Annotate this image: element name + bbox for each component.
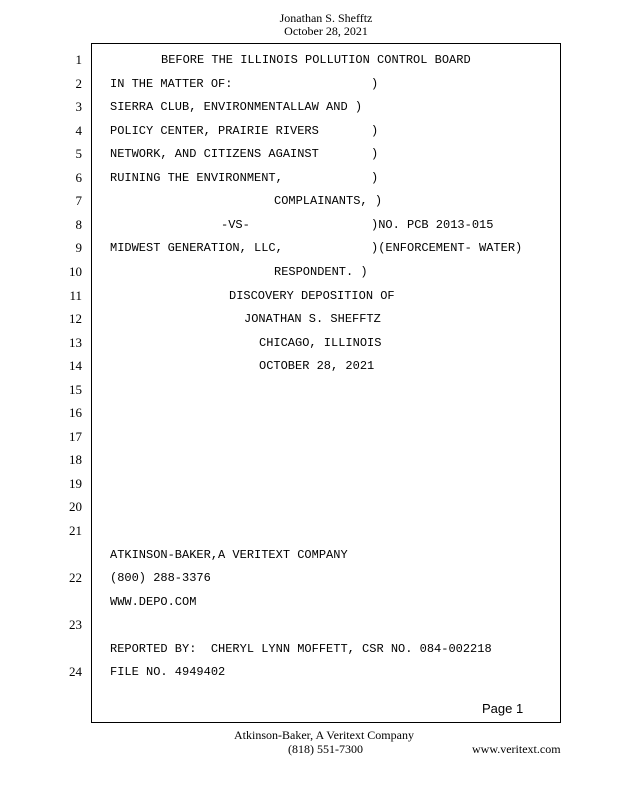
line-number: 11: [69, 288, 82, 303]
line-number: 22: [69, 570, 82, 585]
line-number: 21: [69, 523, 82, 538]
line-number: 9: [75, 240, 82, 255]
caption-text: IN THE MATTER OF:: [110, 77, 233, 91]
line-number: 2: [75, 76, 82, 91]
caption-text: SIERRA CLUB, ENVIRONMENTALLAW AND ): [110, 100, 363, 114]
line-number: 1: [75, 52, 82, 67]
caption-text: POLICY CENTER, PRAIRIE RIVERS: [110, 124, 319, 138]
caption-text: NETWORK, AND CITIZENS AGAINST: [110, 147, 319, 161]
transcript-page-frame: [91, 43, 561, 723]
line-number: 13: [69, 335, 82, 350]
line-number: 17: [69, 429, 82, 444]
deposition-title: DISCOVERY DEPOSITION OF: [229, 289, 395, 303]
reporting-company: ATKINSON-BAKER,A VERITEXT COMPANY: [110, 548, 348, 562]
line-number: 14: [69, 358, 82, 373]
caption-bracket: ): [371, 147, 379, 161]
line-number: 4: [75, 123, 82, 138]
caption-bracket: ): [371, 124, 379, 138]
line-number: 10: [69, 264, 82, 279]
caption-text: RESPONDENT. ): [274, 265, 368, 279]
line-number: 3: [75, 99, 82, 114]
line-number: 7: [75, 193, 82, 208]
deposition-date: OCTOBER 28, 2021: [259, 359, 375, 373]
reporting-website: WWW.DEPO.COM: [110, 595, 197, 609]
file-number: FILE NO. 4949402: [110, 665, 226, 679]
line-number: 12: [69, 311, 82, 326]
line-number: 18: [69, 452, 82, 467]
caption-bracket: ): [371, 171, 379, 185]
line-number: 23: [69, 617, 82, 632]
line-number: 15: [69, 382, 82, 397]
line-number: 20: [69, 499, 82, 514]
line-number: 6: [75, 170, 82, 185]
caption-board-title: BEFORE THE ILLINOIS POLLUTION CONTROL BOARD: [161, 53, 471, 67]
deponent-name: JONATHAN S. SHEFFTZ: [244, 312, 381, 326]
caption-text: COMPLAINANTS, ): [274, 194, 383, 208]
line-number: 5: [75, 146, 82, 161]
footer-company: Atkinson-Baker, A Veritext Company: [234, 728, 414, 742]
case-number: )NO. PCB 2013-015: [371, 218, 494, 232]
caption-bracket: ): [371, 77, 379, 91]
line-number: 16: [69, 405, 82, 420]
line-number: 24: [69, 664, 82, 679]
reporter-line: REPORTED BY: CHERYL LYNN MOFFETT, CSR NO. 084-002218: [110, 642, 492, 656]
deposition-location: CHICAGO, ILLINOIS: [259, 336, 382, 350]
footer-website: www.veritext.com: [472, 742, 561, 756]
case-type: )(ENFORCEMENT- WATER): [371, 241, 523, 255]
caption-versus: -VS-: [221, 218, 250, 232]
line-number: 8: [75, 217, 82, 232]
line-number: 19: [69, 476, 82, 491]
footer-phone: (818) 551-7300: [288, 742, 363, 756]
page-number: Page 1: [482, 701, 524, 716]
header-deponent-name: Jonathan S. Shefftz: [279, 11, 373, 25]
caption-text: RUINING THE ENVIRONMENT,: [110, 171, 283, 185]
reporting-phone: (800) 288-3376: [110, 571, 211, 585]
header-deposition-date: October 28, 2021: [284, 24, 368, 38]
caption-text: MIDWEST GENERATION, LLC,: [110, 241, 283, 255]
